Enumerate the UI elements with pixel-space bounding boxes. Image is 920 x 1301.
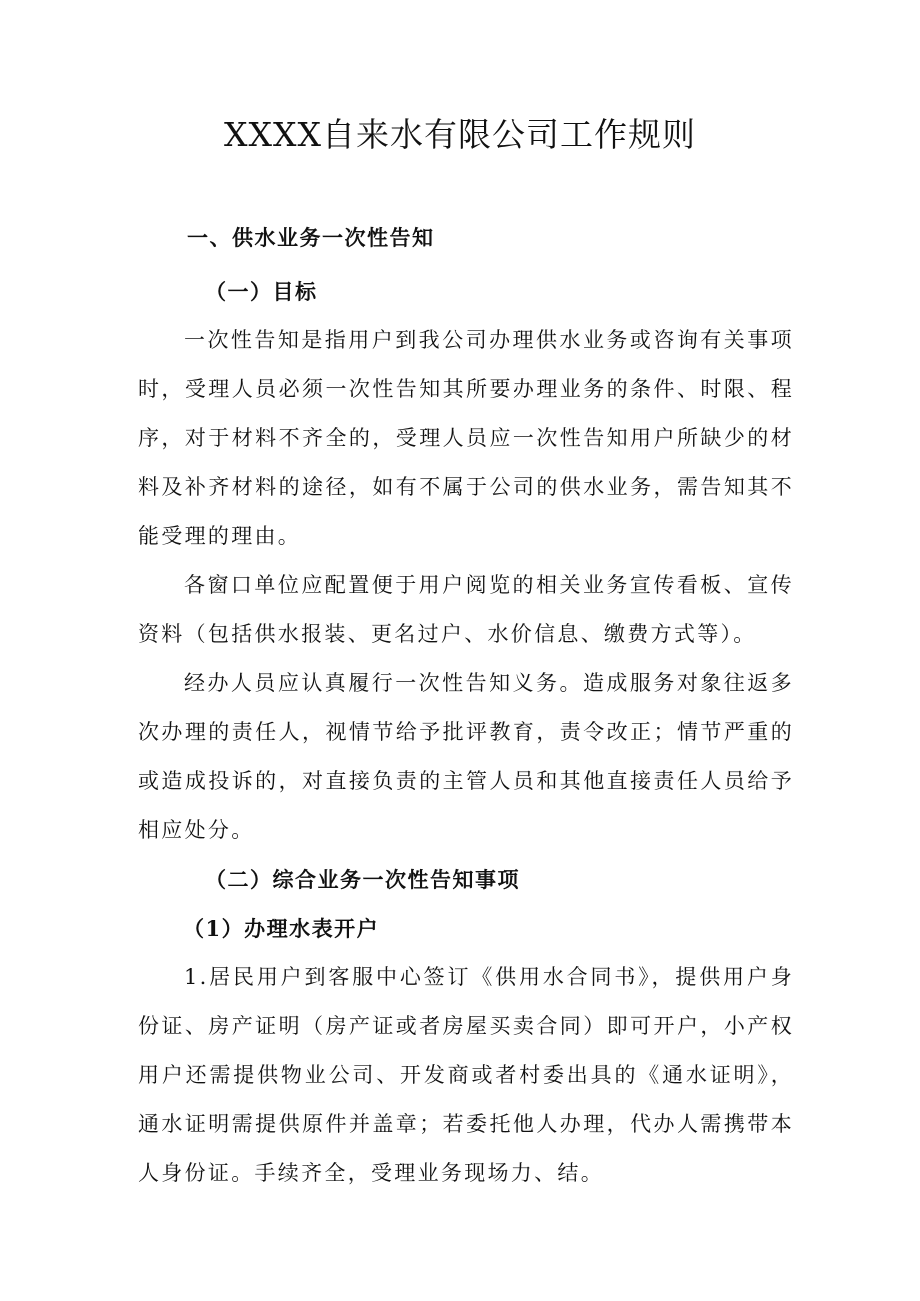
paragraph: 经办人员应认真履行一次性告知义务。造成服务对象往返多次办理的责任人，视情节给予批评教育，责令改正；情节严重的或造成投诉的，对直接负责的主管人员和其他直接责任人员给予相应处分。 (138, 671, 794, 842)
subsection-heading-goal: （一）目标 (205, 279, 318, 304)
paragraph: 各窗口单位应配置便于用户阅览的相关业务宣传看板、宣传资料（包括供水报装、更名过户、水价信息、缴费方式等）。 (138, 573, 794, 646)
subsection-heading-matters: （二）综合业务一次性告知事项 (205, 867, 520, 892)
document-title: XXXX自来水有限公司工作规则 (224, 115, 696, 154)
section-heading: 一、供水业务一次性告知 (187, 225, 435, 250)
item-heading-meter-account: （1）办理水表开户 (183, 916, 380, 941)
paragraph: 一次性告知是指用户到我公司办理供水业务或咨询有关事项时，受理人员必须一次性告知其所要办理业务的条件、时限、程序，对于材料不齐全的，受理人员应一次性告知用户所缺少的材料及补齐材料的途径，如有不属于公司的供水业务，需告知其不能受理的理由。 (138, 328, 794, 548)
document-body (138, 213, 794, 1198)
paragraph: 1.居民用户到客服中心签订《供用水合同书》，提供用户身份证、房产证明（房产证或者房屋买卖合同）即可开户，小产权用户还需提供物业公司、开发商或者村委出具的《通水证明》，通水证明需提供原件并盖章；若委托他人办理，代办人需携带本人身份证。手续齐全，受理业务现场力、结。 (138, 965, 794, 1185)
